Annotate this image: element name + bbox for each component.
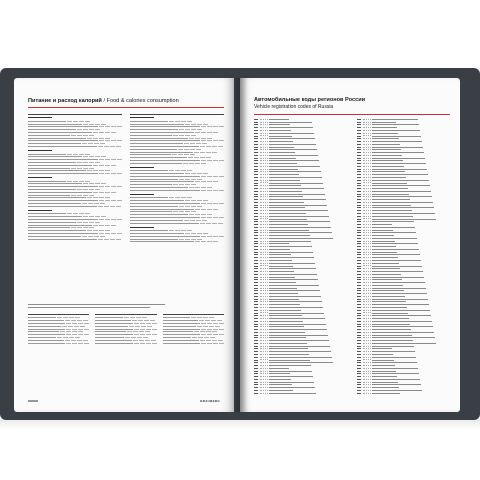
title-ru: Автомобильные коды регионов России [254,97,366,103]
title-underline [28,107,224,108]
bottom-shadow [0,420,480,430]
footnote-line [28,307,224,310]
region-column-1 [254,118,347,395]
food-column-1 [28,112,122,243]
table-row [28,172,122,175]
list-item [357,392,450,395]
region-column-2 [357,118,450,395]
table-row [28,342,89,345]
title-ru: Питание и расход калорий [28,98,102,104]
title-en: / Food & calories consumption [103,98,179,104]
page-number [28,400,38,402]
table-row [28,238,122,241]
table-row [130,222,224,225]
column-header [95,312,156,315]
column-header [130,112,224,115]
page-title [254,97,365,110]
table-row [163,342,224,345]
activity-column-2 [95,312,156,344]
activity-column-1 [28,312,89,344]
table-row [130,240,224,243]
table-row [28,145,122,148]
table-row [130,162,224,165]
footnotes [28,304,224,309]
food-column-2 [130,112,224,243]
spine-shadow [232,78,248,412]
column-header [28,112,122,115]
activity-table [28,312,224,344]
table-row [130,189,224,192]
list-item [254,392,347,395]
left-page [14,78,234,412]
title-en: Vehicle registration codes of Russia [254,104,334,110]
column-header [28,312,89,315]
region-codes-list [254,118,450,395]
activity-column-3 [163,312,224,344]
table-row [95,342,156,345]
page-title [28,98,179,104]
column-header [163,312,224,315]
food-tables [28,112,224,243]
brand-logo: BRAUBERG [200,399,220,403]
title-underline [254,114,450,115]
right-page [240,78,460,412]
table-row [28,205,122,208]
